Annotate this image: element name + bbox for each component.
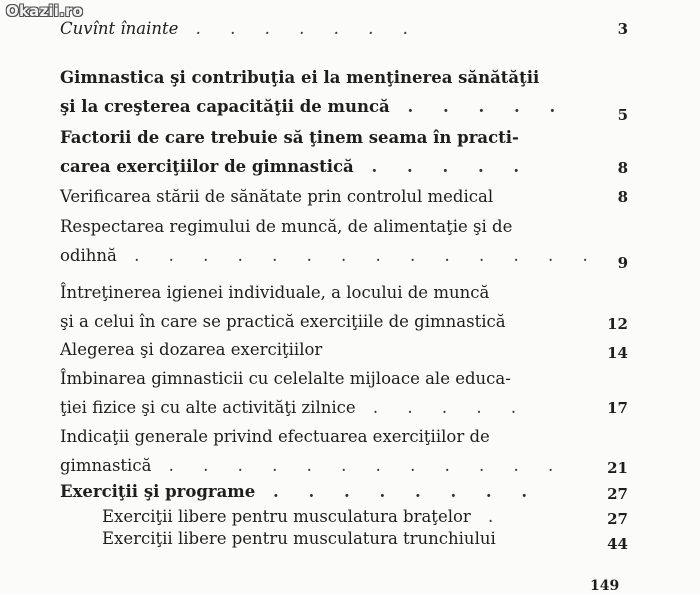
toc-entry-line: carea exerciţiilor de gimnastică . . . . . [60, 157, 532, 176]
toc-page-number: 27 [607, 485, 628, 503]
toc-entry-line: Indicaţii generale privind efectuarea exerciţiilor de [60, 427, 490, 446]
toc-entry-line: Exerciţii şi programe . . . . . . . . [60, 482, 540, 501]
toc-page-number: 8 [617, 188, 628, 206]
toc-entry-line: Factorii de care trebuie să ţinem seama în practi- [60, 128, 519, 147]
toc-page-number: 9 [617, 254, 628, 272]
watermark-logo: Okazii.ro [6, 2, 84, 20]
toc-page-number: 17 [607, 399, 628, 417]
toc-page-number: 5 [617, 106, 628, 124]
toc-entry-line: şi a celui în care se practică exerciţiile de gimnastică [60, 312, 506, 331]
toc-entry-line: gimnastică . . . . . . . . . . . . [60, 456, 566, 475]
toc-entry-line: ţiei fizice şi cu alte activităţi zilnice . . . . . [60, 398, 529, 417]
toc-entry-line: şi la creşterea capacităţii de muncă . . . . . [60, 97, 568, 116]
toc-page-number: 44 [607, 535, 628, 553]
toc-entry-line: odihnă . . . . . . . . . . . . . . [60, 246, 600, 265]
toc-page-number: 12 [607, 315, 628, 333]
toc-entry-line: Exerciţii libere pentru musculatura braţelor . [102, 507, 506, 526]
toc-page-number: 21 [607, 459, 628, 477]
toc-entry-foreword: Cuvînt înainte . . . . . . . [60, 19, 420, 38]
toc-page-number: 8 [617, 159, 628, 177]
toc-page-number: 3 [617, 20, 628, 38]
toc-page-number: 14 [607, 344, 628, 362]
toc-page-number: 27 [607, 510, 628, 528]
toc-entry-line: Exerciţii libere pentru musculatura trunchiului [102, 529, 496, 548]
page-folio: 149 [590, 578, 620, 594]
toc-entry-line: Îmbinarea gimnasticii cu celelalte mijloace ale educa- [60, 369, 511, 388]
toc-entry-line: Gimnastica şi contribuţia ei la menţinerea sănătăţii [60, 68, 540, 87]
toc-entry-line: Respectarea regimului de muncă, de alimentaţie şi de [60, 217, 513, 236]
toc-entry-line: Verificarea stării de sănătate prin controlul medical [60, 187, 494, 206]
toc-entry-line: Alegerea şi dozarea exerciţiilor [60, 340, 323, 359]
toc-entry-line: Întreţinerea igienei individuale, a locului de muncă [60, 283, 490, 302]
